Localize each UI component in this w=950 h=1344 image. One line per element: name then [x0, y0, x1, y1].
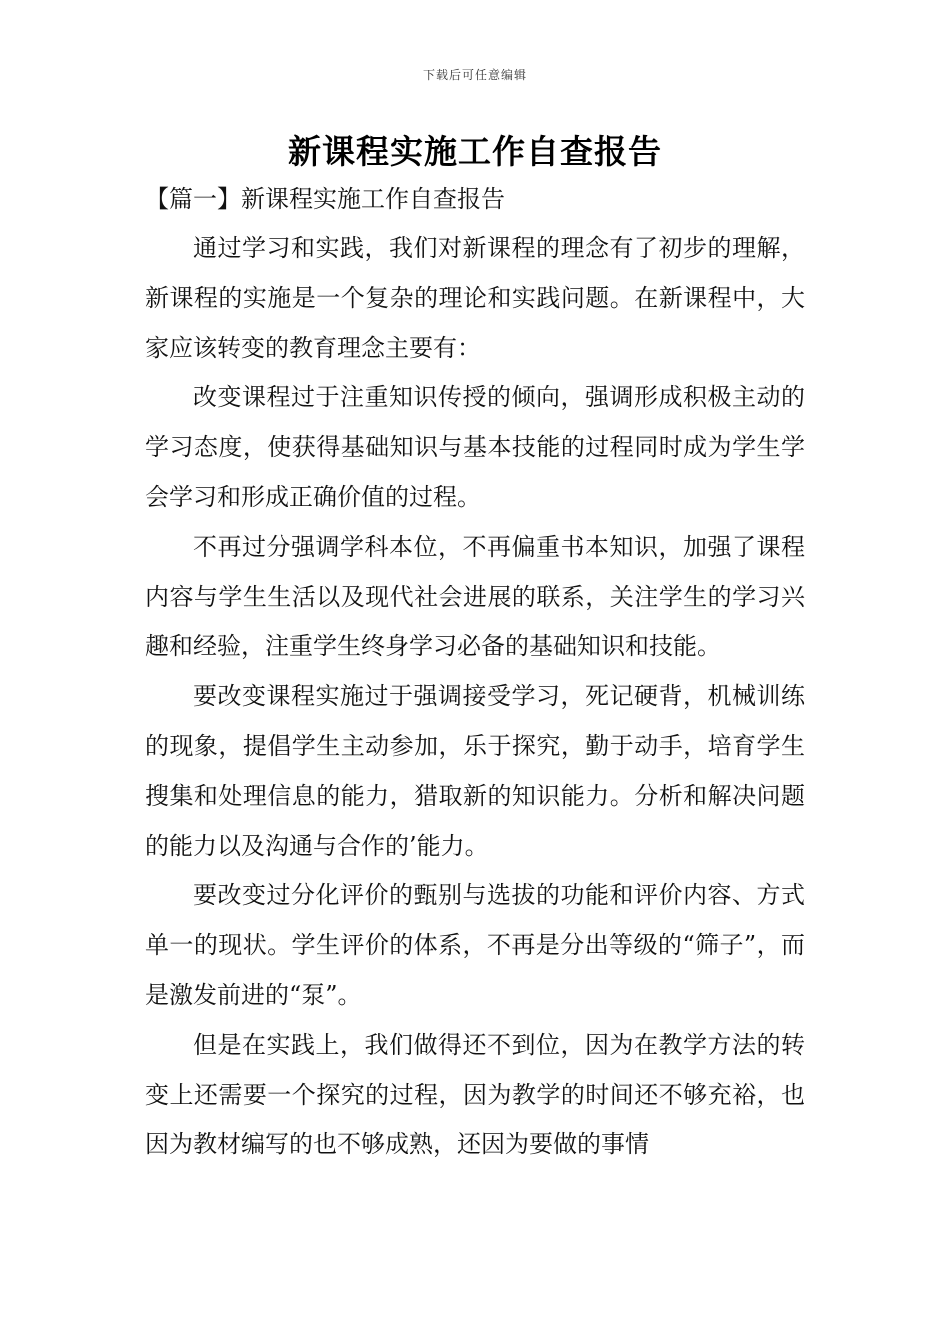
paragraph-4: 要改变课程实施过于强调接受学习，死记硬背，机械训练的现象，提倡学生主动参加，乐于探究，勤于动手，培育学生搜集和处理信息的能力，猎取新的知识能力。分析和解决问题的能力以及沟通与合作的’能力。: [145, 682, 805, 860]
paragraph-1: 通过学习和实践，我们对新课程的理念有了初步的理解，新课程的实施是一个复杂的理论和实践问题。在新课程中，大家应该转变的教育理念主要有：: [145, 234, 805, 362]
paragraph-5: 要改变过分化评价的甄别与选拔的功能和评价内容、方式单一的现状。学生评价的体系，不再是分出等级的“筛子”，而是激发前进的“泵”。: [145, 881, 805, 1009]
header-note: 下载后可任意编辑: [422, 68, 527, 82]
document-title: 新课程实施工作自查报告: [288, 132, 662, 171]
paragraph-6: 但是在实践上，我们做得还不到位，因为在教学方法的转变上还需要一个探究的过程，因为教学的时间还不够充裕，也因为教材编写的也不够成熟，还因为要做的事情: [145, 1030, 805, 1159]
section-heading: 【篇一】新课程实施工作自查报告: [145, 185, 505, 213]
document-body: [145, 224, 805, 1170]
paragraph-2: 改变课程过于注重知识传授的倾向，强调形成积极主动的学习态度，使获得基础知识与基本技能的过程同时成为学生学会学习和形成正确价值的过程。: [145, 383, 805, 511]
paragraph-3: 不再过分强调学科本位，不再偏重书本知识，加强了课程内容与学生生活以及现代社会进展的联系，关注学生的学习兴趣和经验，注重学生终身学习必备的基础知识和技能。: [145, 532, 805, 661]
